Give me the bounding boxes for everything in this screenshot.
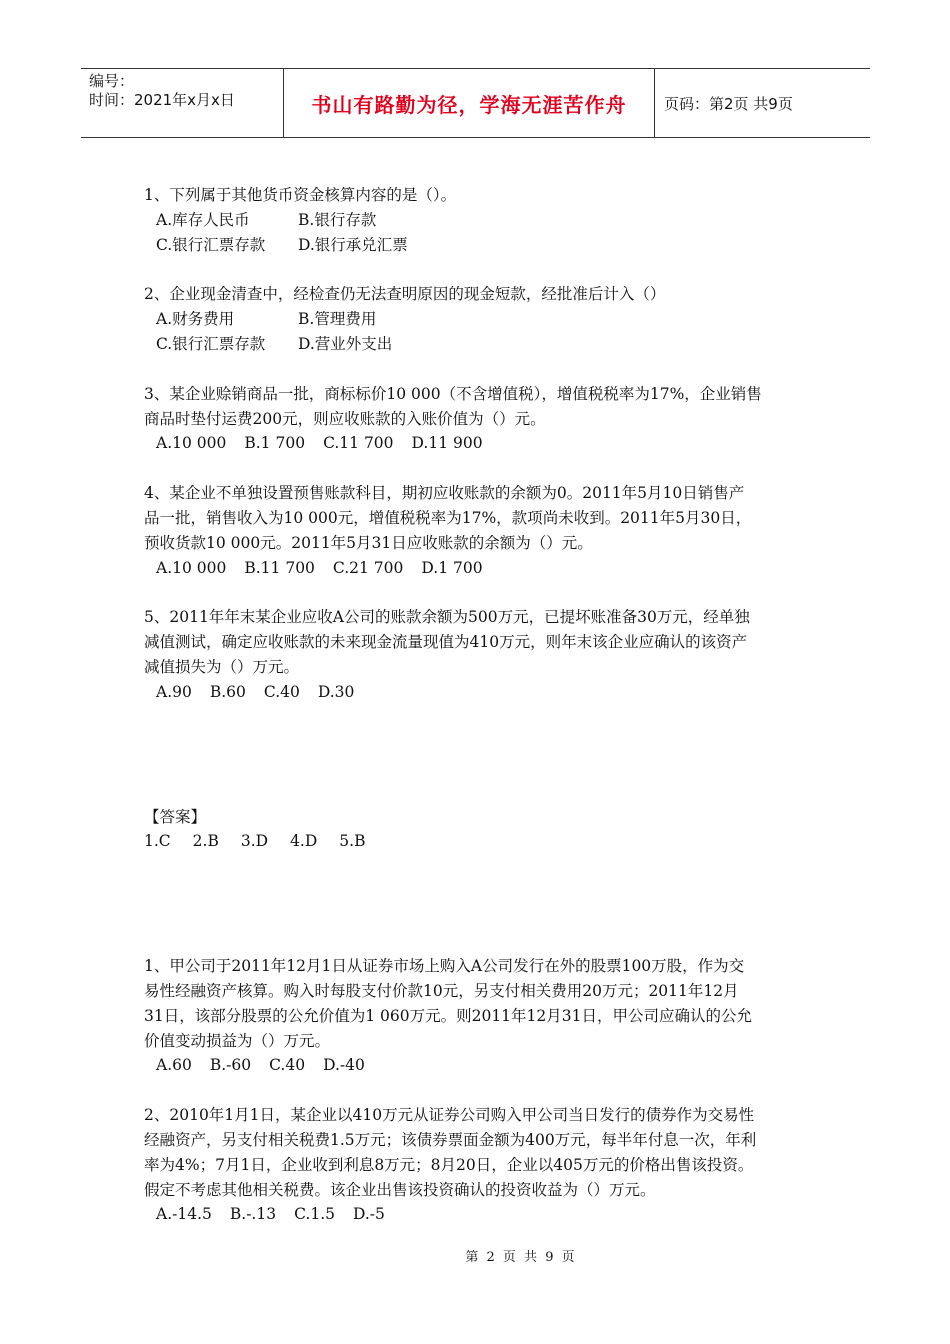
question: [144, 382, 816, 456]
question-text: 1、甲公司于2011年12月1日从证券市场上购入A公司发行在外的股票100万股，作为交: [144, 957, 745, 976]
question-text: 商品时垫付运费200元，则应收账款的入账价值为（）元。: [144, 409, 546, 428]
answer-option: D.-5: [352, 1205, 385, 1224]
header-meta: [81, 69, 283, 137]
answer-option: A.90: [156, 682, 192, 701]
option-row: [144, 1202, 816, 1227]
answer-option: D.30: [317, 682, 355, 701]
document-body: [144, 183, 816, 1252]
answer-option: C.11 700: [323, 434, 394, 453]
question: [144, 282, 816, 356]
question-text: 率为4%；7月1日，企业收到利息8万元；8月20日，企业以405万元的价格出售该投资。: [144, 1155, 754, 1174]
answer-option: A.10 000: [156, 558, 227, 577]
answer-option: B.-60: [209, 1056, 252, 1075]
page-info-text: 页码：第2页 共9页: [664, 94, 793, 113]
question-section-1: [144, 183, 816, 705]
question: [144, 954, 816, 1078]
option-row: [144, 307, 816, 332]
question-text: 易性经融资产核算。购入时每股支付价款10元，另支付相关费用20万元；2011年12月: [144, 981, 739, 1000]
answer-item: 2.B: [192, 832, 219, 851]
answer-option: B.1 700: [244, 434, 306, 453]
page-header: [81, 68, 870, 138]
header-motto-cell: [283, 69, 655, 137]
question: [144, 1103, 816, 1227]
option-row: [144, 332, 816, 357]
answer-option: C.银行汇票存款: [156, 334, 266, 353]
option-row: [144, 680, 816, 705]
answer-item: 1.C: [144, 832, 171, 851]
header-page-info: [655, 69, 870, 137]
question-text: 4、某企业不单独设置预售账款科目，期初应收账款的余额为0。2011年5月10日销售产: [144, 484, 745, 503]
motto-text: 书山有路勤为径，学海无涯苦作舟: [311, 92, 627, 117]
question-text: 3、某企业赊销商品一批，商标标价10 000（不含增值税），增值税税率为17%，企业销售: [144, 384, 762, 403]
option-row: [144, 556, 816, 581]
question: [144, 183, 816, 257]
answer-option: D.银行承兑汇票: [298, 235, 408, 254]
answer-list: [144, 829, 816, 854]
option-row: [144, 233, 816, 258]
question-text: 经融资产，另支付相关税费1.5万元；该债券票面金额为400万元，每半年付息一次，年利: [144, 1130, 757, 1149]
answer-option: B.60: [209, 682, 246, 701]
answer-option: B.管理费用: [298, 310, 377, 329]
answer-option: B.-.13: [229, 1205, 277, 1224]
question-text: 价值变动损益为（）万元。: [144, 1031, 331, 1050]
question: [144, 481, 816, 580]
answer-block: [144, 805, 816, 855]
question-text: 减值测试，确定应收账款的未来现金流量现值为410万元，则年末该企业应确认的该资产: [144, 633, 748, 652]
question: [144, 605, 816, 704]
answer-option: C.银行汇票存款: [156, 235, 266, 254]
answer-option: C.1.5: [294, 1205, 335, 1224]
answer-title: 【答案】: [144, 807, 207, 826]
answer-option: D.营业外支出: [298, 334, 393, 353]
option-row: [144, 208, 816, 233]
answer-option: A.-14.5: [156, 1205, 212, 1224]
question-section-2: [144, 954, 816, 1227]
answer-item: 3.D: [240, 832, 269, 851]
question-text: 减值损失为（）万元。: [144, 657, 300, 676]
question-text: 假定不考虑其他相关税费。该企业出售该投资确认的投资收益为（）万元。: [144, 1180, 656, 1199]
question-text: 1、下列属于其他货币资金核算内容的是（）。: [144, 186, 457, 204]
answer-item: 5.B: [339, 832, 366, 851]
answer-option: A.库存人民币: [156, 210, 250, 229]
option-row: [144, 1053, 816, 1078]
answer-option: A.10 000: [156, 434, 227, 453]
answer-option: C.21 700: [332, 558, 404, 577]
answer-option: B.11 700: [244, 558, 315, 577]
answer-option: D.1 700: [421, 558, 483, 577]
question-text: 5、2011年年末某企业应收A公司的账款余额为500万元，已提坏账准备30万元，经单独: [144, 608, 750, 627]
answer-option: A.60: [156, 1056, 192, 1075]
answer-option: B.银行存款: [298, 210, 377, 229]
answer-option: D.-40: [323, 1056, 365, 1075]
option-row: [144, 431, 816, 456]
answer-option: A.财务费用: [156, 310, 235, 329]
number-label: 编号：: [89, 72, 135, 90]
page-footer: 第 2 页 共 9 页: [465, 1250, 577, 1265]
question-text: 2、2010年1月1日，某企业以410万元从证券公司购入甲公司当日发行的债券作为交易性: [144, 1106, 755, 1125]
time-label: 时间：2021年x月x日: [89, 91, 235, 109]
answer-option: C.40: [263, 682, 300, 701]
question-text: 预收货款10 000元。2011年5月31日应收账款的余额为（）元。: [144, 533, 593, 552]
question-text: 品一批，销售收入为10 000元，增值税税率为17%，款项尚未收到。2011年5月30日，: [144, 508, 752, 527]
answer-option: D.11 900: [411, 434, 483, 453]
answer-option: C.40: [269, 1056, 306, 1075]
question-text: 2、企业现金清查中，经检查仍无法查明原因的现金短款，经批准后计入（）: [144, 285, 666, 304]
answer-item: 4.D: [290, 832, 318, 851]
question-text: 31日，该部分股票的公允价值为1 060万元。则2011年12月31日，甲公司应确认的公允: [144, 1006, 752, 1025]
